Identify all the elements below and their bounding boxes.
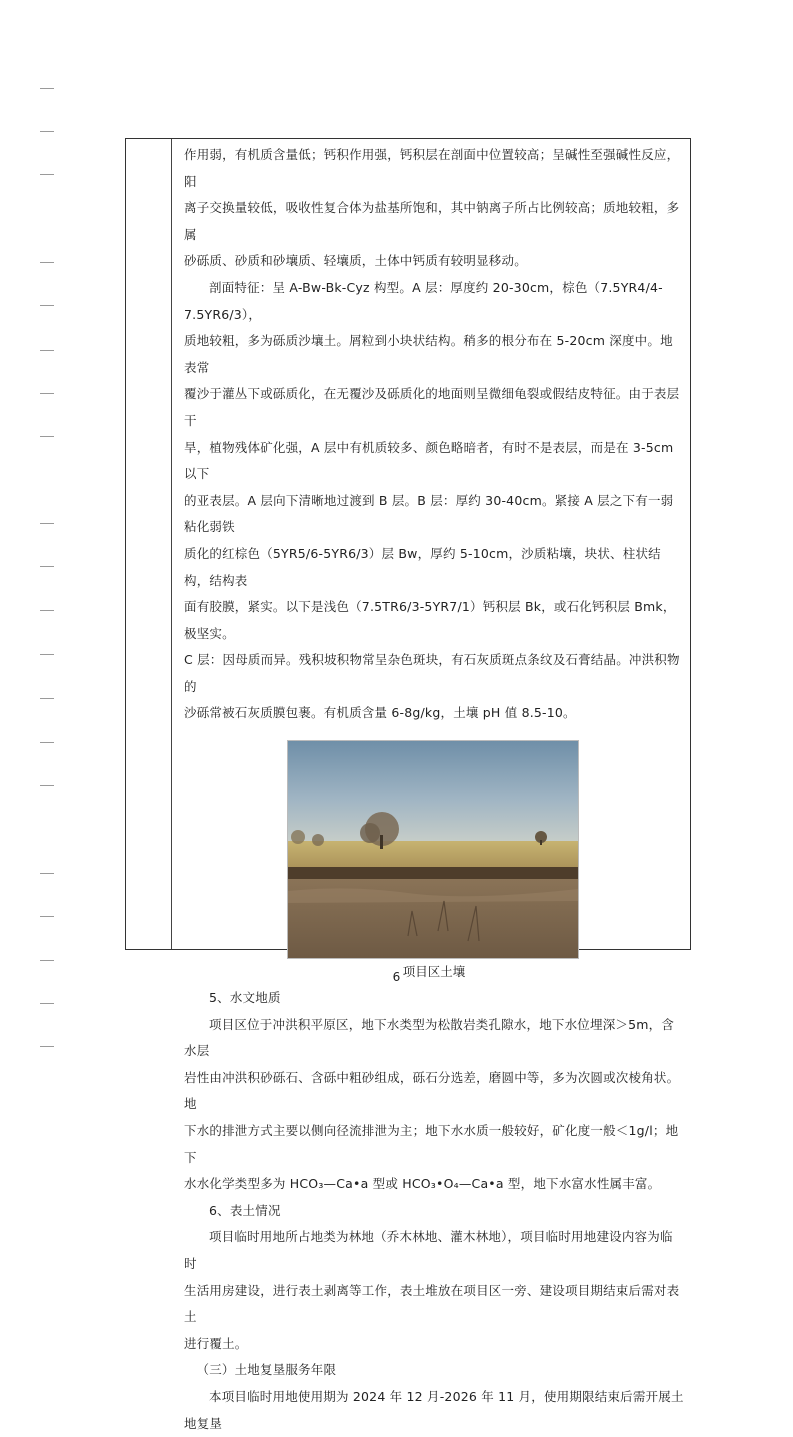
body-line: 旱，植物残体矿化强，A 层中有机质较多、颜色略暗者，有时不是表层，而是在 3-5cm 以下 (184, 439, 674, 482)
document-table-frame (125, 138, 691, 1431)
body-line: 作用弱，有机质含量低；钙积作用强，钙积层在剖面中位置较高；呈碱性至强碱性反应，阳 (184, 147, 680, 189)
margin-tick (40, 1046, 54, 1047)
body-line: 砂砾质、砂质和砂壤质、轻壤质，土体中钙质有较明显移动。 (184, 253, 527, 269)
binding-margin (0, 0, 60, 1122)
margin-tick (40, 873, 54, 874)
margin-tick (40, 305, 54, 306)
section-heading: 6、表土情况 (209, 1202, 281, 1218)
body-line: 的亚表层。A 层向下清晰地过渡到 B 层。B 层：厚约 30-40cm。紧接 A 层之下有一弱粘化弱铁 (184, 492, 674, 535)
body-line: 质地较粗，多为砾质沙壤土。屑粒到小块状结构。稍多的根分布在 5-20cm 深度中。地表常 (184, 333, 673, 375)
body-line: 剖面特征：呈 A-Bw-Bk-Cyz 构型。A 层：厚度约 20-30cm，棕色（7.5YR4/4-7.5YR6/3）， (184, 279, 663, 322)
margin-tick (40, 916, 54, 917)
body-line: 沙砾常被石灰质膜包裹。有机质含量 6-8g/kg，土壤 pH 值 8.5-10。 (184, 705, 576, 721)
page-number: 6 (392, 970, 401, 984)
body-line: C 层：因母质而异。残积坡积物常呈杂色斑块，有石灰质斑点条纹及石膏结晶。冲洪积物的 (184, 652, 680, 694)
soil-photo (287, 740, 579, 959)
photo-caption: 项目区土壤 (402, 964, 466, 980)
margin-tick (40, 88, 54, 89)
body-line: 本项目临时用地使用期为 2024 年 12 月-2026 年 11 月，使用期限结束后需开展土地复垦 (184, 1388, 684, 1431)
margin-tick (40, 785, 54, 786)
body-line: 水水化学类型多为 HCO₃—Ca•a 型或 HCO₃•O₄—Ca•a 型，地下水富水性属丰富。 (184, 1176, 661, 1192)
margin-tick (40, 1003, 54, 1004)
table-column-divider (171, 139, 172, 949)
section-heading: （三）土地复垦服务年限 (196, 1362, 337, 1378)
margin-tick (40, 698, 54, 699)
margin-tick (40, 174, 54, 175)
body-line: 项目区位于冲洪积平原区，地下水类型为松散岩类孔隙水，地下水位埋深＞5m，含水层 (184, 1016, 675, 1059)
margin-tick (40, 436, 54, 437)
body-line: 离子交换量较低，吸收性复合体为盐基所饱和，其中钠离子所占比例较高；质地较粗，多属 (184, 200, 680, 242)
margin-tick (40, 350, 54, 351)
body-line: 质化的红棕色（5YR5/6-5YR6/3）层 Bw，厚约 5-10cm，沙质粘壤，块状、柱状结构，结构表 (184, 545, 661, 588)
body-line: 进行覆土。 (184, 1335, 248, 1351)
body-line: 生活用房建设，进行表土剥离等工作，表土堆放在项目区一旁、建设项目期结束后需对表土 (184, 1282, 680, 1325)
margin-tick (40, 523, 54, 524)
margin-tick (40, 131, 54, 132)
margin-tick (40, 262, 54, 263)
body-line: 面有胶膜，紧实。以下是浅色（7.5TR6/3-5YR7/1）钙积层 Bk，或石化钙积层 Bmk，极坚实。 (184, 599, 676, 641)
body-line: 覆沙于灌丛下或砾质化，在无覆沙及砾质化的地面则呈微细龟裂或假结皮特征。由于表层干 (184, 386, 680, 428)
margin-tick (40, 654, 54, 655)
margin-tick (40, 742, 54, 743)
margin-tick (40, 960, 54, 961)
margin-tick (40, 393, 54, 394)
body-line: 下水的排泄方式主要以侧向径流排泄为主；地下水水质一般较好，矿化度一般＜1g/l；地下 (184, 1123, 679, 1165)
margin-tick (40, 566, 54, 567)
document-body (184, 142, 684, 1437)
section-heading: 5、水文地质 (209, 990, 281, 1006)
body-line: 岩性由冲洪积砂砾石、含砾中粗砂组成，砾石分选差，磨圆中等，多为次圆或次棱角状。地 (184, 1069, 680, 1112)
margin-tick (40, 610, 54, 611)
body-line: 项目临时用地所占地类为林地（乔木林地、灌木林地），项目临时用地建设内容为临时 (184, 1229, 673, 1271)
